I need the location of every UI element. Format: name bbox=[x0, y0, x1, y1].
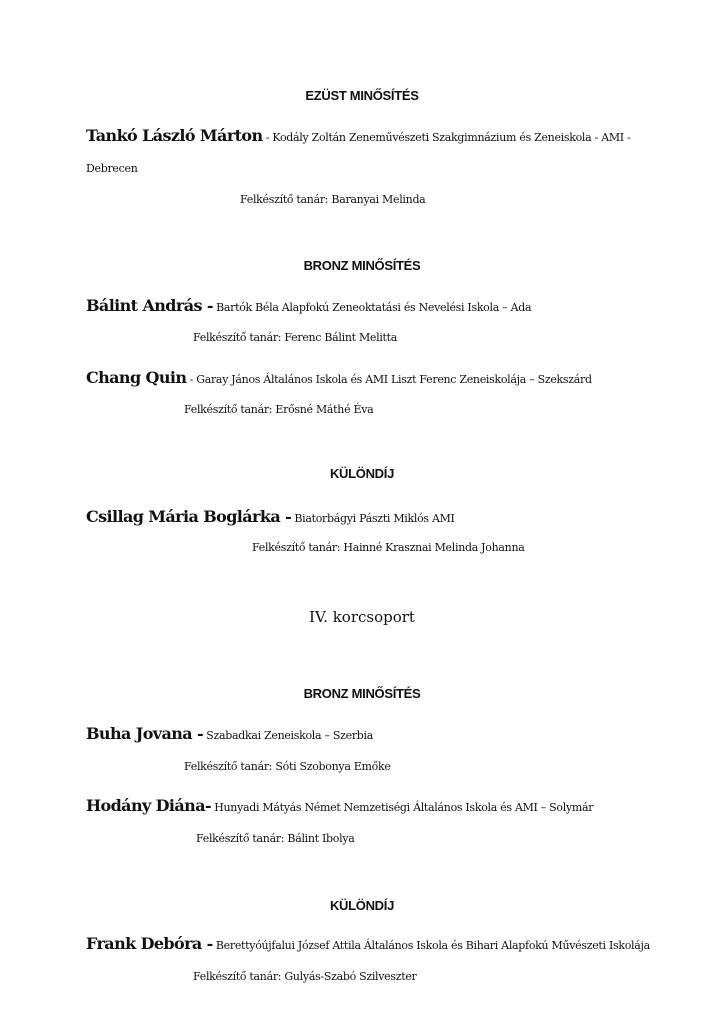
section-heading-bronz: BRONZ MINŐSÍTÉS bbox=[303, 258, 421, 273]
entry-school-continued: Debrecen bbox=[86, 162, 138, 175]
entry-name: Csillag Mária Boglárka - bbox=[86, 507, 292, 526]
entry-school: Szabadkai Zeneiskola – Szerbia bbox=[203, 729, 373, 742]
entry-school: Berettyóújfalui József Attila Általános Iskola és Bihari Alapfokú Művészeti Iskolája bbox=[212, 939, 650, 952]
section-heading-kulondij: KÜLÖNDÍJ bbox=[329, 898, 395, 913]
entry-teacher: Felkészítő tanár: Bálint Ibolya bbox=[196, 832, 355, 845]
entry-balint bbox=[86, 296, 531, 315]
entry-teacher: Felkészítő tanár: Baranyai Melinda bbox=[240, 193, 426, 206]
entry-teacher: Felkészítő tanár: Ferenc Bálint Melitta bbox=[193, 331, 398, 344]
entry-name: Frank Debóra - bbox=[86, 934, 213, 953]
entry-teacher: Felkészítő tanár: Hainné Krasznai Melinda Johanna bbox=[252, 541, 525, 554]
entry-csillag bbox=[86, 507, 455, 526]
entry-hodany bbox=[86, 796, 593, 815]
section-heading-ezust: EZÜST MINŐSÍTÉS bbox=[305, 88, 419, 103]
section-heading-kulondij: KÜLÖNDÍJ bbox=[329, 466, 395, 481]
entry-school: - Kodály Zoltán Zeneművészeti Szakgimnázium és Zeneiskola - AMI - bbox=[262, 131, 631, 144]
entry-school: - Garay János Általános Iskola és AMI Liszt Ferenc Zeneiskolája – Szekszárd bbox=[186, 373, 592, 386]
entry-school: Biatorbágyi Pászti Miklós AMI bbox=[291, 512, 455, 525]
entry-teacher: Felkészítő tanár: Sóti Szobonya Emőke bbox=[184, 760, 391, 773]
entry-school: Hunyadi Mátyás Német Nemzetiségi Általános Iskola és AMI – Solymár bbox=[211, 801, 594, 814]
entry-name: Chang Quin bbox=[86, 368, 187, 387]
entry-name: Bálint András - bbox=[86, 296, 213, 315]
entry-frank bbox=[86, 934, 650, 953]
entry-name: Buha Jovana - bbox=[86, 724, 204, 743]
entry-name: Hodány Diána- bbox=[86, 796, 212, 815]
entry-buha bbox=[86, 724, 373, 743]
entry-chang bbox=[86, 368, 592, 387]
entry-teacher: Felkészítő tanár: Gulyás-Szabó Szilveszter bbox=[193, 970, 417, 983]
entry-teacher: Felkészítő tanár: Erősné Máthé Éva bbox=[184, 403, 374, 416]
section-heading-bronz: BRONZ MINŐSÍTÉS bbox=[303, 686, 421, 701]
entry-tanko bbox=[86, 126, 630, 145]
entry-name: Tankó László Márton bbox=[86, 126, 263, 145]
group-label: IV. korcsoport bbox=[309, 608, 415, 626]
entry-school: Bartók Béla Alapfokú Zeneoktatási és Nevelési Iskola – Ada bbox=[212, 301, 532, 314]
